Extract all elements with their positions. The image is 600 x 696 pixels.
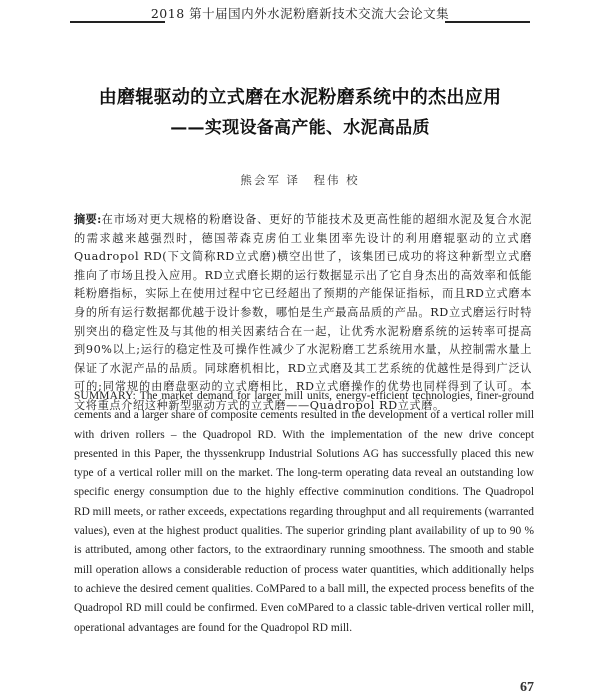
page-number: 67	[520, 680, 534, 695]
abstract-paragraph	[74, 210, 532, 416]
abstract-text: 在市场对更大规格的粉磨设备、更好的节能技术及更高性能的超细水泥及复合水泥的需求越来越强烈时，德国蒂森克虏伯工业集团率先设计的利用磨辊驱动的立式磨Quadropol RD(下文简称RD立式磨)横空出世了，该集团已成功的将这种新型立式磨推向了市场且投入应用。RD立式磨长期的运行数据显示出了它自身杰出的高效率和低能耗粉磨指标，实际上在使用过程中它已经超出了预期的产能保证指标，而且RD立式磨本身的所有运行数据都优越于设计参数，哪怕是生产最高品质的产品。RD立式磨运行时特别突出的稳定性及与其他的相关因素结合在一起，让优秀水泥粉磨系统的运转率可提高到90%以上;运行的稳定性及可操作性减少了水泥粉磨工艺系统用水量，从控制需水量上保证了水泥产品的品质。同球磨机相比，RD立式磨及其工艺系统的优越性是得到广泛认可的;同常规的由磨盘驱动的立式磨相比，RD立式磨操作的优势也同样得到了认可。本文将重点介绍这种新型驱动方式的立式磨——Quadropol RD立式磨。	[74, 213, 532, 412]
header-rule-right	[445, 21, 530, 23]
summary-text: The market demand for larger mill units, energy-efficient technologies, finer-ground cements and a larger share of composite cements resulted in the development of a vertical roller mill with driven rollers – the Quadropol RD. With the implementation of the new drive concept presented in this Paper, the thyssenkrupp Industrial Solutions AG has successfully placed this new type of a vertical roller mill on the market. The long-term operating data reveal an outstanding low specific energy consumption due to the highly effective comminution conditions. The Quadropol RD mill meets, or rather exceeds, expectations regarding throughput and all requirements (warranted values), even at the highest product qualities. The superior grinding plant availability of up to 90 % is attributed, among other factors, to the extraordinary running smoothness. The smooth and stable mill operation allows a considerable reduction of process water quantities, which additionally helps to achieve the desired cement qualities. CoMPared to a ball mill, the expected process benefits of the Quadropol RD mill could be confirmed. Even coMPared to a classic table-driven vertical roller mill, operational advantages are found for the Quadropol RD mill.	[74, 390, 534, 634]
authors-line: 熊会军 译 程伟 校	[240, 173, 360, 187]
running-header: 2018 第十届国内外水泥粉磨新技术交流大会论文集	[150, 6, 450, 21]
header-rule-left	[70, 21, 165, 23]
paper-title: 由磨辊驱动的立式磨在水泥粉磨系统中的杰出应用	[98, 87, 502, 108]
abstract-label: 摘要:	[74, 212, 102, 226]
paper-subtitle: ——实现设备高产能、水泥高品质	[170, 118, 430, 138]
summary-paragraph	[74, 387, 534, 638]
summary-label: SUMMARY:	[74, 390, 136, 402]
